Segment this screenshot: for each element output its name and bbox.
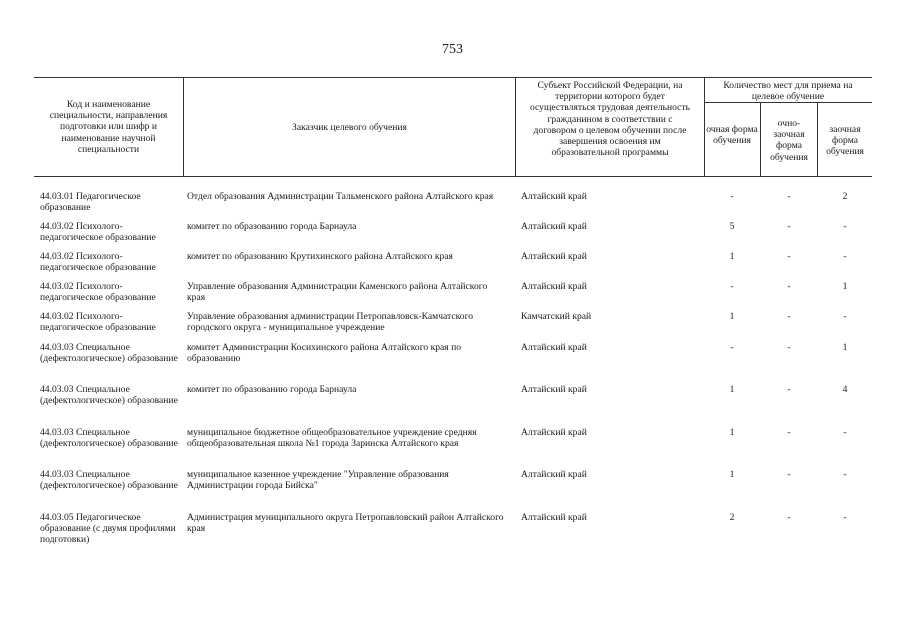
header-places: Количество мест для приема на целевое обучение [723, 80, 853, 103]
fulltime-count: - [730, 191, 734, 202]
mixed-count: - [787, 384, 791, 395]
header-mixed: очно-заочная форма обучения [770, 118, 808, 163]
fulltime-count: - [730, 342, 734, 353]
column-divider [183, 77, 184, 176]
header-parttime: заочная форма обучения [826, 124, 864, 158]
header-bottom-rule [34, 176, 872, 177]
customer: муниципальное казенное учреждение "Управление образования Администрации города Бийска" [187, 469, 449, 492]
region: Алтайский край [521, 281, 587, 292]
specialty-code: 44.03.03 Специальное (дефектологическое) образование [40, 469, 178, 492]
column-divider [704, 77, 705, 176]
fulltime-count: 1 [729, 469, 735, 480]
fulltime-count: - [730, 281, 734, 292]
customer: Отдел образования Администрации Тальменского района Алтайского края [187, 191, 494, 202]
region: Алтайский край [521, 384, 587, 395]
fulltime-count: 5 [729, 221, 735, 232]
specialty-code: 44.03.03 Специальное (дефектологическое) образование [40, 384, 178, 407]
parttime-count: - [843, 427, 847, 438]
customer: комитет по образованию города Барнаула [187, 384, 357, 395]
parttime-count: - [843, 512, 847, 523]
region: Алтайский край [521, 469, 587, 480]
region: Алтайский край [521, 342, 587, 353]
fulltime-count: 1 [729, 427, 735, 438]
specialty-code: 44.03.02 Психолого-педагогическое образование [40, 251, 156, 274]
mixed-count: - [787, 221, 791, 232]
mixed-count: - [787, 191, 791, 202]
mixed-count: - [787, 311, 791, 322]
column-divider [515, 77, 516, 176]
region: Алтайский край [521, 512, 587, 523]
region: Алтайский край [521, 427, 587, 438]
specialty-code: 44.03.02 Психолого-педагогическое образование [40, 221, 156, 244]
column-divider [817, 102, 818, 176]
specialty-code: 44.03.01 Педагогическое образование [40, 191, 141, 214]
parttime-count: 2 [842, 191, 848, 202]
header-code: Код и наименование специальности, направления подготовки или шифр и наименование научной специальности [49, 99, 168, 155]
specialty-code: 44.03.02 Психолого-педагогическое образование [40, 311, 156, 334]
parttime-count: 1 [842, 342, 848, 353]
specialty-code: 44.03.03 Специальное (дефектологическое) образование [40, 427, 178, 450]
column-divider [760, 102, 761, 176]
parttime-count: 1 [842, 281, 848, 292]
specialty-code: 44.03.05 Педагогическое образование (с двумя профилями подготовки) [40, 512, 176, 546]
customer: Управление образования администрации Петропавловск-Камчатского городского округа - муниципальное учреждение [187, 311, 474, 334]
specialty-code: 44.03.03 Специальное (дефектологическое) образование [40, 342, 178, 365]
header-customer: Заказчик целевого обучения [292, 122, 407, 133]
parttime-count: - [843, 221, 847, 232]
fulltime-count: 2 [729, 512, 735, 523]
mixed-count: - [787, 427, 791, 438]
mixed-count: - [787, 342, 791, 353]
fulltime-count: 1 [729, 251, 735, 262]
parttime-count: - [843, 311, 847, 322]
header-subject: Субъект Российской Федерации, на территории которого будет осуществляться трудовая деятельность гражданином в соответствии с договором о целевом обучении после завершения освоения им образовательной программы [529, 80, 691, 159]
mixed-count: - [787, 512, 791, 523]
customer: муниципальное бюджетное общеобразовательное учреждение средняя общеобразовательная школа №1 города Заринска Алтайского края [187, 427, 477, 450]
mixed-count: - [787, 251, 791, 262]
parttime-count: - [843, 469, 847, 480]
header-top-rule [34, 77, 872, 78]
parttime-count: - [843, 251, 847, 262]
customer: комитет по образованию Крутихинского района Алтайского края [187, 251, 453, 262]
fulltime-count: 1 [729, 311, 735, 322]
region: Алтайский край [521, 251, 587, 262]
region: Алтайский край [521, 221, 587, 232]
specialty-code: 44.03.02 Психолого-педагогическое образование [40, 281, 156, 304]
fulltime-count: 1 [729, 384, 735, 395]
parttime-count: 4 [842, 384, 848, 395]
customer: Управление образования Администрации Каменского района Алтайского края [187, 281, 488, 304]
region: Алтайский край [521, 191, 587, 202]
customer: Администрация муниципального округа Петропавловский район Алтайского края [187, 512, 504, 535]
page-number: 753 [442, 42, 463, 57]
header-fulltime: очная форма обучения [706, 124, 758, 147]
customer: комитет по образованию города Барнаула [187, 221, 357, 232]
region: Камчатский край [521, 311, 592, 322]
customer: комитет Администрации Косихинского района Алтайского края по образованию [187, 342, 462, 365]
mixed-count: - [787, 469, 791, 480]
mixed-count: - [787, 281, 791, 292]
